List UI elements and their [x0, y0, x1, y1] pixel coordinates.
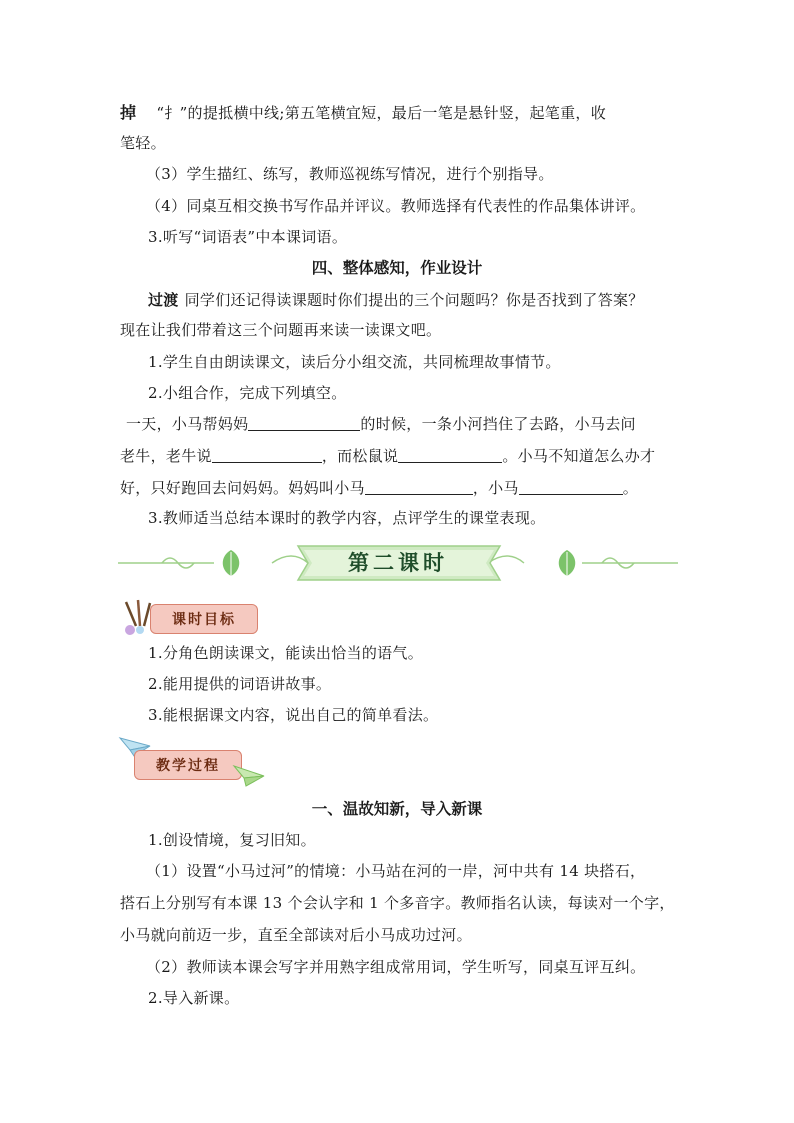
section-heading: 一、温故知新，导入新课 — [311, 799, 483, 818]
text-line — [120, 290, 708, 310]
fill-text: ，而松鼠说 — [321, 447, 399, 465]
goal-item: 2.能用提供的词语讲故事。 — [148, 675, 332, 693]
fill-text: ，小马 — [472, 479, 519, 497]
leaf-icon — [554, 548, 580, 578]
fill-blank[interactable] — [248, 416, 360, 431]
paper-plane-icon — [232, 762, 266, 788]
text-line: 3.教师适当总结本课时的教学内容，点评学生的课堂表现。 — [148, 509, 546, 527]
leaf-icon — [218, 548, 244, 578]
text-line: 笔轻。 — [120, 134, 166, 152]
transition-text: 同学们还记得读课题时你们提出的三个问题吗？你是否找到了答案？ — [184, 291, 644, 309]
fill-text: 。 — [622, 479, 639, 497]
fill-blank[interactable] — [398, 448, 502, 463]
lesson-title: 第二课时 — [348, 551, 448, 575]
text-line: 3.听写“词语表”中本课词语。 — [148, 228, 348, 246]
fill-text: 。小马不知道怎么办才 — [502, 447, 656, 465]
fill-text: 的时候，一条小河挡住了去路，小马去问 — [360, 415, 636, 433]
text-line: 2.导入新课。 — [148, 989, 240, 1007]
fill-blank[interactable] — [519, 480, 623, 495]
text-line: 搭石上分别写有本课 13 个会认字和 1 个多音字。教师指名认读，每读对一个字， — [120, 894, 675, 912]
section-heading: 四、整体感知，作业设计 — [311, 258, 483, 277]
fill-line — [120, 446, 680, 466]
fill-line — [120, 478, 680, 498]
process-label: 教学过程 — [134, 750, 242, 780]
transition-label: 过渡 — [148, 291, 179, 309]
process-badge — [118, 734, 268, 790]
text-line: 小马就向前迈一步，直至全部读对后小马成功过河。 — [120, 926, 472, 944]
text-line: （2）教师读本课会写字并用熟字组成常用词，学生听写，同桌互评互纠。 — [146, 958, 646, 976]
fill-text: 一天，小马帮妈妈 — [126, 415, 249, 433]
text-line: （1）设置“小马过河”的情境：小马站在河的一岸，河中共有 14 块搭石， — [146, 862, 646, 880]
fill-blank[interactable] — [365, 480, 473, 495]
text-line: 1.学生自由朗读课文，读后分小组交流，共同梳理故事情节。 — [148, 353, 561, 371]
text-line: 2.小组合作，完成下列填空。 — [148, 384, 347, 402]
text-line: 现在让我们带着这三个问题再来读一读课文吧。 — [120, 321, 442, 339]
objectives-label: 课时目标 — [150, 604, 258, 634]
goal-item: 1.分角色朗读课文，能读出恰当的语气。 — [148, 644, 424, 662]
text-line: （4）同桌互相交换书写作品并评议。教师选择有代表性的作品集体讲评。 — [146, 197, 646, 215]
objectives-badge — [118, 598, 258, 638]
fill-line — [120, 414, 686, 434]
lesson-divider — [118, 540, 678, 586]
fill-blank[interactable] — [212, 448, 322, 463]
char-note: “扌”的提抵横中线;第五笔横宜短，最后一笔是悬针竖，起笔重，收 — [156, 104, 607, 122]
text-line: 1.创设情境，复习旧知。 — [148, 831, 316, 849]
text-line: （3）学生描红、练写，教师巡视练写情况，进行个别指导。 — [146, 165, 554, 183]
text-line — [120, 103, 680, 123]
goal-item: 3.能根据课文内容，说出自己的简单看法。 — [148, 706, 439, 724]
char-glyph: 掉 — [120, 103, 137, 122]
fill-text: 好，只好跑回去问妈妈。妈妈叫小马 — [120, 479, 365, 497]
fill-text: 老牛，老牛说 — [120, 447, 212, 465]
